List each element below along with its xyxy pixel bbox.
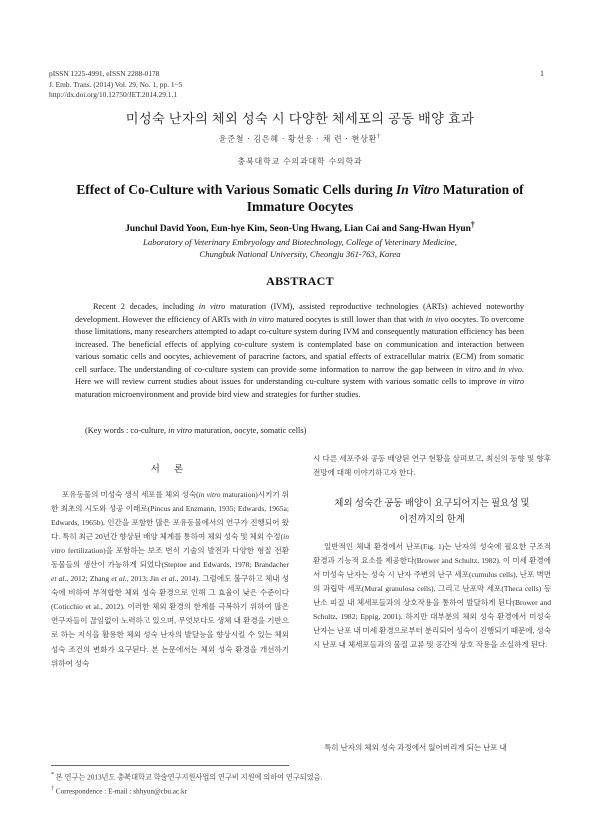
english-author-names: Junchul David Yoon, Eun-hye Kim, Seon-Ung Hwang, Lian Cai and Sang-Hwan Hyun	[125, 224, 471, 235]
funding-footnote	[51, 770, 322, 784]
korean-author-names: 윤준철 · 김은혜 · 황선웅 · 채 련 · 현상환	[218, 134, 378, 144]
abstract-italic: in vivo	[498, 364, 522, 374]
footnote-mark: *	[51, 772, 54, 778]
introduction-body	[51, 488, 289, 671]
abstract-text: . Here we will review current studies about issues for understanding cu-culture system with various somatic cells to improve	[75, 364, 524, 387]
body-italic: in vitro	[51, 532, 289, 556]
abstract-text: Recent 2 decades, including	[93, 302, 199, 311]
title-part: Maturation of Immature Oocytes	[246, 182, 524, 214]
abstract-text: and	[480, 364, 499, 374]
body-text: 포유동물의 미성숙 생식 세포를 체외 성숙(	[62, 490, 199, 499]
keywords-text: (Key words : co-culture,	[85, 426, 169, 435]
body-text: maturation)시키기 위한 최초의 시도와 성공 이래로(Pincus and Enzmann, 1935; Edwards, 1965a; Edwards, 1965b), 인간을 포함한 많은 포유동물에서의 연구가 진행되어 왔다. 특히 최근 20년간 향상된 배양 체계를 통하여 체외 성숙 및 체외 수정(	[51, 490, 289, 542]
doi-link[interactable]: http://dx.doi.org/10.12750/JET.2014.29.1.1	[49, 90, 178, 99]
body-italic: et al.	[161, 574, 177, 584]
section-heading-line: 이전까지의 한계	[399, 515, 465, 525]
page-number: 1	[540, 69, 544, 78]
affiliation-line: Chungbuk National University, Cheongju 361-763, Korea	[199, 249, 401, 259]
korean-affiliation: 충북대학교 수의과대학 수의학과	[237, 157, 363, 166]
body-text: , 2012; Zhang	[66, 574, 112, 584]
body-italic: et al.	[51, 574, 67, 584]
footnote-divider	[51, 765, 289, 766]
abstract-italic: in vitro	[249, 314, 274, 324]
abstract-text: maturation (IVM), assisted reproductive technologies (ARTs) achieved noteworthy development. However the efficiency of ARTs with	[75, 302, 525, 324]
introduction-heading: 서 론	[150, 465, 190, 475]
corresponding-mark: †	[470, 220, 475, 229]
right-column-continuation: 시 다른 세포주와 공동 배양된 연구 현황을 살펴보고, 최신의 동향 및 향후 전망에 대해 이야기하고자 한다.	[313, 454, 551, 478]
korean-title: 미성숙 난자의 체외 성숙 시 다양한 체세포의 공동 배양 효과	[125, 111, 475, 126]
footnotes	[51, 770, 322, 798]
keywords-text: maturation, oocyte, somatic cells)	[192, 426, 307, 435]
body-text: , 2014). 그럼에도 불구하고 체내 성숙에 비하여 부적합한 체외 성숙 환경으로 인해 그 효율이 낮은 수준이다(Coticchio et al., 2012). 이러한 체외 환경의 한계를 극복하기 위하여 많은 연구자들이 끊임없이 노력하고 있으며, 무엇보다도 생체 내 환경을 기반으로 하는 지식을 활용한 체외 성숙 난자의 발달능을 향상시킬 수 있는 체외 성숙 조건의 변화가 요구된다. 본 논문에서는 체외 성숙 환경을 개선하기 위하여 성숙	[51, 574, 289, 668]
footnote-text: Correspondence : E-mail : shhyun@cbu.ac.kr	[55, 787, 187, 796]
abstract-italic: in vitro	[499, 377, 525, 387]
english-affiliation	[60, 236, 540, 260]
abstract-heading: ABSTRACT	[266, 274, 334, 288]
body-text: fertilization)을 포함하는 보조 번식 기술의 발전과 다양한 형질 전환 동물들의 생산이 가능하게 되었다(Steptoe and Edwards, 1978; Brandacher	[51, 546, 289, 570]
section-heading-line: 체외 성숙간 공동 배양이 요구되어지는 필요성 및	[334, 499, 530, 509]
english-title	[60, 181, 540, 215]
korean-authors	[0, 133, 600, 145]
abstract-italic: in vivo	[425, 314, 449, 324]
section-paragraph: 특히 난자의 체외 성숙 과정에서 잃어버리게 되는 난포 내	[324, 743, 507, 752]
footnote-mark: †	[51, 785, 54, 792]
keywords-italic: in vitro	[168, 426, 193, 435]
affiliation-line: Laboratory of Veterinary Embryology and Biotechnology, College of Veterinary Medicine,	[143, 237, 457, 247]
section-heading	[313, 496, 551, 528]
abstract-text: matured oocytes is still lower than that with	[273, 314, 426, 324]
title-italic: In Vitro	[396, 182, 440, 197]
title-part: Effect of Co-Culture with Various Somatic Cells during	[76, 182, 397, 197]
abstract-body	[75, 301, 524, 401]
abstract-italic: in vitro	[456, 364, 481, 374]
body-italic: et al.	[111, 574, 127, 584]
abstract-text: oocytes. To overcome those limitations, many researchers attempted to adapt co-culture system during IVM and consequently maturation efficiency has been increased. The beneficial effects of applying co-culture system is contemplated base on communication and interaction between various somatic cells and oocytes, achievement of paracrine factors, and spatial effects of extracellular matrix (ECM) from somatic cell surface. The understanding of co-culture system can provide some information to narrow the gap between	[75, 314, 524, 374]
section-paragraph: 일반적인 체내 환경에서 난포(Fig. 1)는 난자의 성숙에 필요한 구조적 환경과 기능적 요소를 제공한다(Brower and Schultz, 1982). 이 미세 환경에서 미성숙 난자는 성숙 시 난자 주변의 난구 세포(cumulus cells), 난포 벽면의 과립막 세포(Mural granulosa cells), 그리고 난포막 세포(Theca cells) 등 난소 피질 내 체세포들과의 상호작용을 통하여 발달하게 된다(Brower and Schultz, 1982; Eppig, 2001). 하지만 대부분의 체외 성숙 환경에서 미성숙 난자는 난포 내 미세 환경으로부터 분리되어 성숙이 진행되기 때문에, 성숙 시 난포 내 체세포들과의 물질 교류 및 공간적 상호 작용을 소실하게 된다.	[313, 542, 551, 650]
footnote-text: 본 연구는 2013년도 충북대학교 학술연구지원사업의 연구비 지원에 의하여 연구되었음.	[55, 773, 323, 782]
abstract-text: maturation microenvironment and provide bird view and strategies for further studies.	[75, 389, 361, 399]
english-authors	[50, 220, 550, 234]
correspondence-footnote	[51, 784, 322, 798]
issn-line: pISSN 1225-4991, eISSN 2288-0178	[49, 69, 160, 78]
journal-header	[49, 69, 182, 101]
body-italic: in vitro	[198, 490, 221, 499]
corresponding-mark: †	[377, 133, 382, 140]
journal-citation: J. Emb. Trans. (2014) Vol. 29, No. 1, pp. 1~5	[49, 79, 183, 89]
keywords	[85, 426, 525, 435]
body-text: , 2013; Jin	[126, 574, 162, 584]
abstract-italic: in vitro	[198, 302, 226, 311]
